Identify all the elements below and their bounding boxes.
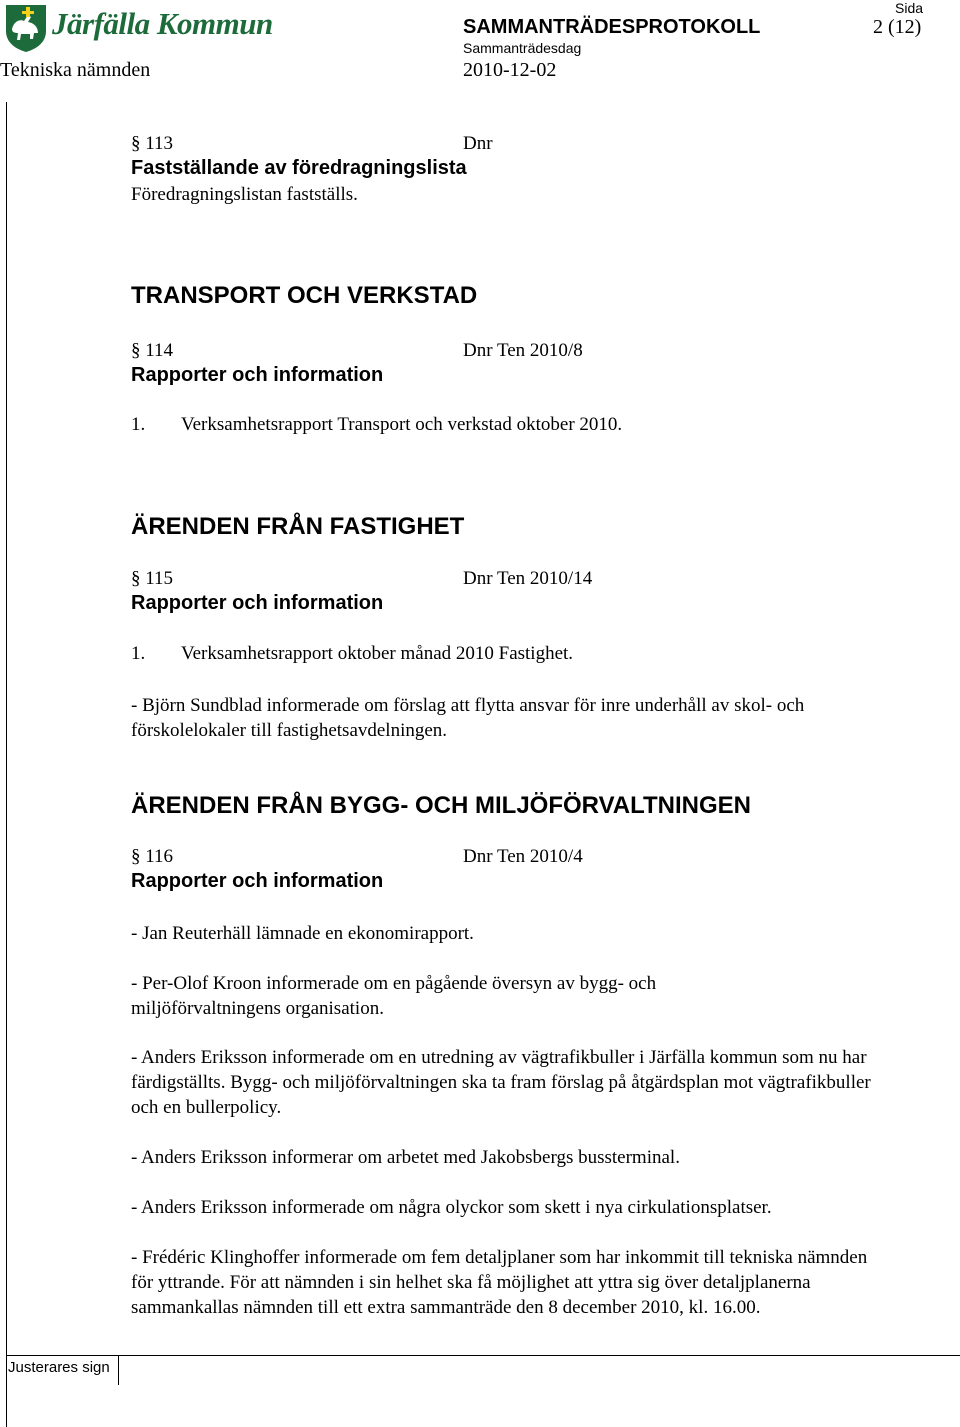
- section-116-paragraph-4: - Anders Eriksson informerar om arbetet med Jakobsbergs bussterminal.: [131, 1147, 680, 1168]
- list-item-number: 1.: [131, 643, 146, 664]
- section-114-list-item: [131, 414, 622, 436]
- signature-label: Justerares sign: [8, 1359, 110, 1376]
- margin-rule: [6, 102, 7, 1427]
- section-116-paragraph-6: - Frédéric Klinghoffer informerade om fem detaljplaner som har inkommit till tekniska nämnden för yttrande. För att nämnden i sin helhet ska få möjlighet att yttra sig över detaljplanerna sammankallas nämnden till ett extra sammanträde den 8 december 2010, kl. 16.00.: [131, 1247, 868, 1318]
- footer-rule: [6, 1355, 960, 1356]
- page-number: 2 (12): [873, 16, 922, 38]
- page-label: Sida: [895, 0, 924, 16]
- municipality-logo-text: Järfälla Kommun: [52, 6, 273, 41]
- section-116-number: § 116: [131, 846, 174, 867]
- meeting-date: 2010-12-02: [463, 59, 557, 81]
- section-116-title: Rapporter och information: [131, 870, 384, 892]
- section-116-paragraph-3: - Anders Eriksson informerade om en utredning av vägtrafikbuller i Järfälla kommun som nu har färdigställts. Bygg- och miljöförvaltningen ska ta fram förslag på åtgärdsplan mot vägtrafikbuller och en bullerpolicy.: [131, 1047, 871, 1118]
- section-115-title: Rapporter och information: [131, 592, 384, 614]
- section-113-dnr: Dnr: [463, 133, 493, 154]
- section-116-dnr: Dnr Ten 2010/4: [463, 846, 583, 867]
- section-114-title: Rapporter och information: [131, 364, 384, 386]
- document-title: SAMMANTRÄDESPROTOKOLL: [463, 16, 761, 38]
- heading-bygg: ÄRENDEN FRÅN BYGG- OCH MILJÖFÖRVALTNINGEN: [131, 792, 752, 819]
- section-116-paragraph-1: - Jan Reuterhäll lämnade en ekonomirapport.: [131, 923, 474, 944]
- committee-name: Tekniska nämnden: [0, 59, 151, 81]
- section-115-paragraph-1: - Björn Sundblad informerade om förslag att flytta ansvar för inre underhåll av skol- och förskolelokaler till fastighetsavdelningen.: [131, 695, 805, 741]
- section-114-dnr: Dnr Ten 2010/8: [463, 340, 583, 361]
- footer-divider: [118, 1355, 119, 1385]
- meeting-date-label: Sammanträdesdag: [463, 40, 582, 56]
- section-115-dnr: Dnr Ten 2010/14: [463, 568, 593, 589]
- section-115-number: § 115: [131, 568, 174, 589]
- section-113-title: Fastställande av föredragningslista: [131, 157, 467, 179]
- section-113-text: Föredragningslistan fastställs.: [131, 184, 358, 205]
- list-item-text: Verksamhetsrapport oktober månad 2010 Fastighet.: [181, 643, 574, 664]
- list-item-text: Verksamhetsrapport Transport och verkstad oktober 2010.: [181, 414, 623, 435]
- list-item-number: 1.: [131, 414, 146, 435]
- municipality-coat-of-arms-icon: [4, 3, 48, 53]
- heading-fastighet: ÄRENDEN FRÅN FASTIGHET: [131, 513, 465, 540]
- section-114-number: § 114: [131, 340, 174, 361]
- section-116-paragraph-2: - Per-Olof Kroon informerade om en pågående översyn av bygg- och miljöförvaltningens organisation.: [131, 973, 657, 1019]
- heading-transport: TRANSPORT OCH VERKSTAD: [131, 282, 478, 309]
- section-115-list-item: [131, 643, 573, 665]
- section-116-paragraph-5: - Anders Eriksson informerade om några olyckor som skett i nya cirkulationsplatser.: [131, 1197, 772, 1218]
- section-113-number: § 113: [131, 133, 174, 154]
